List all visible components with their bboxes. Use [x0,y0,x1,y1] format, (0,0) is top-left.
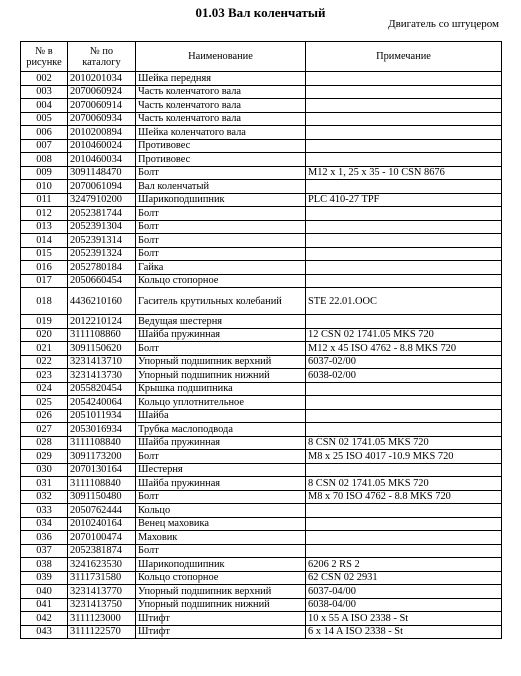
cell-catalog-number: 4436210160 [68,288,136,315]
cell-figure-number: 013 [21,220,68,234]
table-row [21,126,502,140]
cell-figure-number: 039 [21,571,68,585]
table-row [21,220,502,234]
cell-catalog-number: 2052391314 [68,234,136,248]
cell-name: Гаситель крутильных колебаний [136,288,306,315]
cell-figure-number: 017 [21,274,68,288]
cell-note [306,423,502,437]
cell-catalog-number: 2010460034 [68,153,136,167]
cell-catalog-number: 2052780184 [68,261,136,275]
table-row [21,234,502,248]
table-row [21,315,502,329]
header-figure-number: № в рисунке [21,42,68,72]
cell-catalog-number: 3231413770 [68,585,136,599]
table-row [21,598,502,612]
cell-note: 6038-04/00 [306,598,502,612]
table-row [21,490,502,504]
cell-figure-number: 030 [21,463,68,477]
cell-figure-number: 041 [21,598,68,612]
page-title: 01.03 Вал коленчатый [195,5,326,20]
cell-note [306,382,502,396]
cell-catalog-number: 3091150620 [68,342,136,356]
page-subtitle: Двигатель со штуцером [388,18,499,30]
cell-catalog-number: 2012210124 [68,315,136,329]
table-row [21,342,502,356]
cell-figure-number: 003 [21,85,68,99]
cell-catalog-number: 2070060934 [68,112,136,126]
cell-figure-number: 006 [21,126,68,140]
cell-figure-number: 019 [21,315,68,329]
table-row [21,85,502,99]
cell-note [306,409,502,423]
cell-catalog-number: 2052391304 [68,220,136,234]
cell-name: Шайба пружинная [136,436,306,450]
cell-catalog-number: 2070060924 [68,85,136,99]
cell-figure-number: 011 [21,193,68,207]
cell-figure-number: 043 [21,625,68,639]
cell-catalog-number: 2070100474 [68,531,136,545]
header-note: Примечание [306,42,502,72]
table-row [21,531,502,545]
cell-catalog-number: 3091148470 [68,166,136,180]
cell-figure-number: 023 [21,369,68,383]
table-row [21,477,502,491]
table-row [21,409,502,423]
cell-catalog-number: 3111123000 [68,612,136,626]
cell-figure-number: 027 [21,423,68,437]
cell-note [306,72,502,86]
cell-note [306,463,502,477]
cell-note [306,153,502,167]
cell-name: Штифт [136,612,306,626]
table-row [21,625,502,639]
table-row [21,193,502,207]
cell-catalog-number: 3111731580 [68,571,136,585]
table-row [21,274,502,288]
cell-note: 8 CSN 02 1741.05 MKS 720 [306,477,502,491]
cell-note [306,261,502,275]
cell-figure-number: 029 [21,450,68,464]
cell-name: Противовес [136,153,306,167]
cell-catalog-number: 2050762444 [68,504,136,518]
cell-note [306,220,502,234]
table-row [21,180,502,194]
cell-note [306,126,502,140]
cell-catalog-number: 2010200894 [68,126,136,140]
table-row [21,261,502,275]
cell-name: Вал коленчатый [136,180,306,194]
cell-name: Кольцо [136,504,306,518]
cell-name: Шестерня [136,463,306,477]
header-name: Наименование [136,42,306,72]
table-row [21,99,502,113]
cell-name: Шайба пружинная [136,328,306,342]
cell-note: 6038-02/00 [306,369,502,383]
cell-figure-number: 037 [21,544,68,558]
cell-name: Болт [136,247,306,261]
cell-figure-number: 026 [21,409,68,423]
table-header-row [21,42,502,72]
cell-figure-number: 032 [21,490,68,504]
cell-name: Ведущая шестерня [136,315,306,329]
table-row [21,396,502,410]
cell-name: Противовес [136,139,306,153]
cell-catalog-number: 3241623530 [68,558,136,572]
cell-note [306,99,502,113]
cell-name: Кольцо уплотнительное [136,396,306,410]
cell-catalog-number: 3111108840 [68,477,136,491]
cell-name: Болт [136,544,306,558]
cell-figure-number: 034 [21,517,68,531]
cell-catalog-number: 2070061094 [68,180,136,194]
table-row [21,463,502,477]
table-row [21,544,502,558]
cell-note: M12 x 45 ISO 4762 - 8.8 MKS 720 [306,342,502,356]
cell-figure-number: 024 [21,382,68,396]
cell-note [306,207,502,221]
table-row [21,139,502,153]
cell-name: Болт [136,234,306,248]
cell-name: Шейка коленчатого вала [136,126,306,140]
cell-catalog-number: 2053016934 [68,423,136,437]
cell-name: Крышка подшипника [136,382,306,396]
cell-figure-number: 020 [21,328,68,342]
cell-figure-number: 031 [21,477,68,491]
cell-catalog-number: 3091150480 [68,490,136,504]
table-row [21,504,502,518]
cell-note [306,315,502,329]
cell-figure-number: 008 [21,153,68,167]
cell-figure-number: 018 [21,288,68,315]
table-row [21,369,502,383]
cell-note [306,112,502,126]
cell-name: Часть коленчатого вала [136,99,306,113]
cell-note: 6206 2 RS 2 [306,558,502,572]
cell-name: Шайба [136,409,306,423]
cell-name: Упорный подшипник верхний [136,585,306,599]
cell-figure-number: 009 [21,166,68,180]
cell-name: Упорный подшипник нижний [136,598,306,612]
cell-catalog-number: 2050660454 [68,274,136,288]
cell-catalog-number: 2070130164 [68,463,136,477]
cell-name: Болт [136,220,306,234]
cell-note: PLC 410-27 TPF [306,193,502,207]
cell-name: Болт [136,490,306,504]
table-row [21,450,502,464]
cell-catalog-number: 2010460024 [68,139,136,153]
table-row [21,382,502,396]
cell-name: Упорный подшипник нижний [136,369,306,383]
cell-name: Шарикоподшипник [136,558,306,572]
cell-figure-number: 033 [21,504,68,518]
cell-catalog-number: 2052391324 [68,247,136,261]
cell-note: 10 x 55 A ISO 2338 - St [306,612,502,626]
parts-table [20,41,502,639]
cell-figure-number: 016 [21,261,68,275]
cell-catalog-number: 3091173200 [68,450,136,464]
table-row [21,112,502,126]
cell-name: Кольцо стопорное [136,571,306,585]
cell-catalog-number: 2054240064 [68,396,136,410]
cell-name: Болт [136,450,306,464]
cell-catalog-number: 3111108840 [68,436,136,450]
cell-figure-number: 038 [21,558,68,572]
cell-catalog-number: 3231413710 [68,355,136,369]
table-row [21,423,502,437]
cell-name: Шайба пружинная [136,477,306,491]
cell-catalog-number: 2055820454 [68,382,136,396]
cell-figure-number: 015 [21,247,68,261]
cell-note [306,247,502,261]
cell-name: Штифт [136,625,306,639]
table-row [21,247,502,261]
table-row [21,436,502,450]
cell-catalog-number: 3111108860 [68,328,136,342]
header-catalog-number: № по каталогу [68,42,136,72]
cell-name: Упорный подшипник верхний [136,355,306,369]
cell-note: 6037-04/00 [306,585,502,599]
table-row [21,585,502,599]
cell-note: 6 x 14 A ISO 2338 - St [306,625,502,639]
cell-name: Гайка [136,261,306,275]
cell-note [306,85,502,99]
table-row [21,355,502,369]
cell-name: Болт [136,342,306,356]
cell-note [306,517,502,531]
cell-name: Шейка передняя [136,72,306,86]
cell-note: STE 22.01.OOC [306,288,502,315]
table-row [21,72,502,86]
table-row [21,328,502,342]
cell-note [306,504,502,518]
table-row [21,288,502,315]
cell-figure-number: 014 [21,234,68,248]
cell-note: M12 x 1, 25 x 35 - 10 CSN 8676 [306,166,502,180]
cell-note: 6037-02/00 [306,355,502,369]
cell-name: Шарикоподшипник [136,193,306,207]
cell-name: Болт [136,166,306,180]
cell-figure-number: 028 [21,436,68,450]
table-body [21,72,502,639]
cell-figure-number: 021 [21,342,68,356]
cell-name: Маховик [136,531,306,545]
cell-name: Часть коленчатого вала [136,85,306,99]
cell-catalog-number: 2010201034 [68,72,136,86]
cell-figure-number: 036 [21,531,68,545]
cell-note [306,234,502,248]
cell-note [306,139,502,153]
cell-catalog-number: 3111122570 [68,625,136,639]
cell-catalog-number: 2070060914 [68,99,136,113]
cell-figure-number: 040 [21,585,68,599]
cell-catalog-number: 2052381744 [68,207,136,221]
table-row [21,612,502,626]
cell-note: 8 CSN 02 1741.05 MKS 720 [306,436,502,450]
cell-catalog-number: 3231413750 [68,598,136,612]
cell-note [306,531,502,545]
cell-name: Кольцо стопорное [136,274,306,288]
table-row [21,571,502,585]
cell-figure-number: 004 [21,99,68,113]
cell-note [306,274,502,288]
cell-figure-number: 005 [21,112,68,126]
cell-figure-number: 025 [21,396,68,410]
cell-catalog-number: 2051011934 [68,409,136,423]
cell-figure-number: 010 [21,180,68,194]
table-row [21,207,502,221]
cell-name: Часть коленчатого вала [136,112,306,126]
cell-figure-number: 007 [21,139,68,153]
cell-note [306,544,502,558]
cell-note: M8 x 70 ISO 4762 - 8.8 MKS 720 [306,490,502,504]
table-row [21,517,502,531]
cell-note [306,396,502,410]
cell-name: Болт [136,207,306,221]
cell-name: Венец маховика [136,517,306,531]
cell-figure-number: 002 [21,72,68,86]
cell-figure-number: 022 [21,355,68,369]
cell-figure-number: 042 [21,612,68,626]
cell-note [306,180,502,194]
cell-catalog-number: 3247910200 [68,193,136,207]
table-row [21,153,502,167]
table-row [21,558,502,572]
cell-note: 62 CSN 02 2931 [306,571,502,585]
cell-catalog-number: 3231413730 [68,369,136,383]
cell-note: M8 x 25 ISO 4017 -10.9 MKS 720 [306,450,502,464]
cell-catalog-number: 2052381874 [68,544,136,558]
cell-figure-number: 012 [21,207,68,221]
cell-name: Трубка маслоподвода [136,423,306,437]
table-row [21,166,502,180]
cell-catalog-number: 2010240164 [68,517,136,531]
cell-note: 12 CSN 02 1741.05 MKS 720 [306,328,502,342]
